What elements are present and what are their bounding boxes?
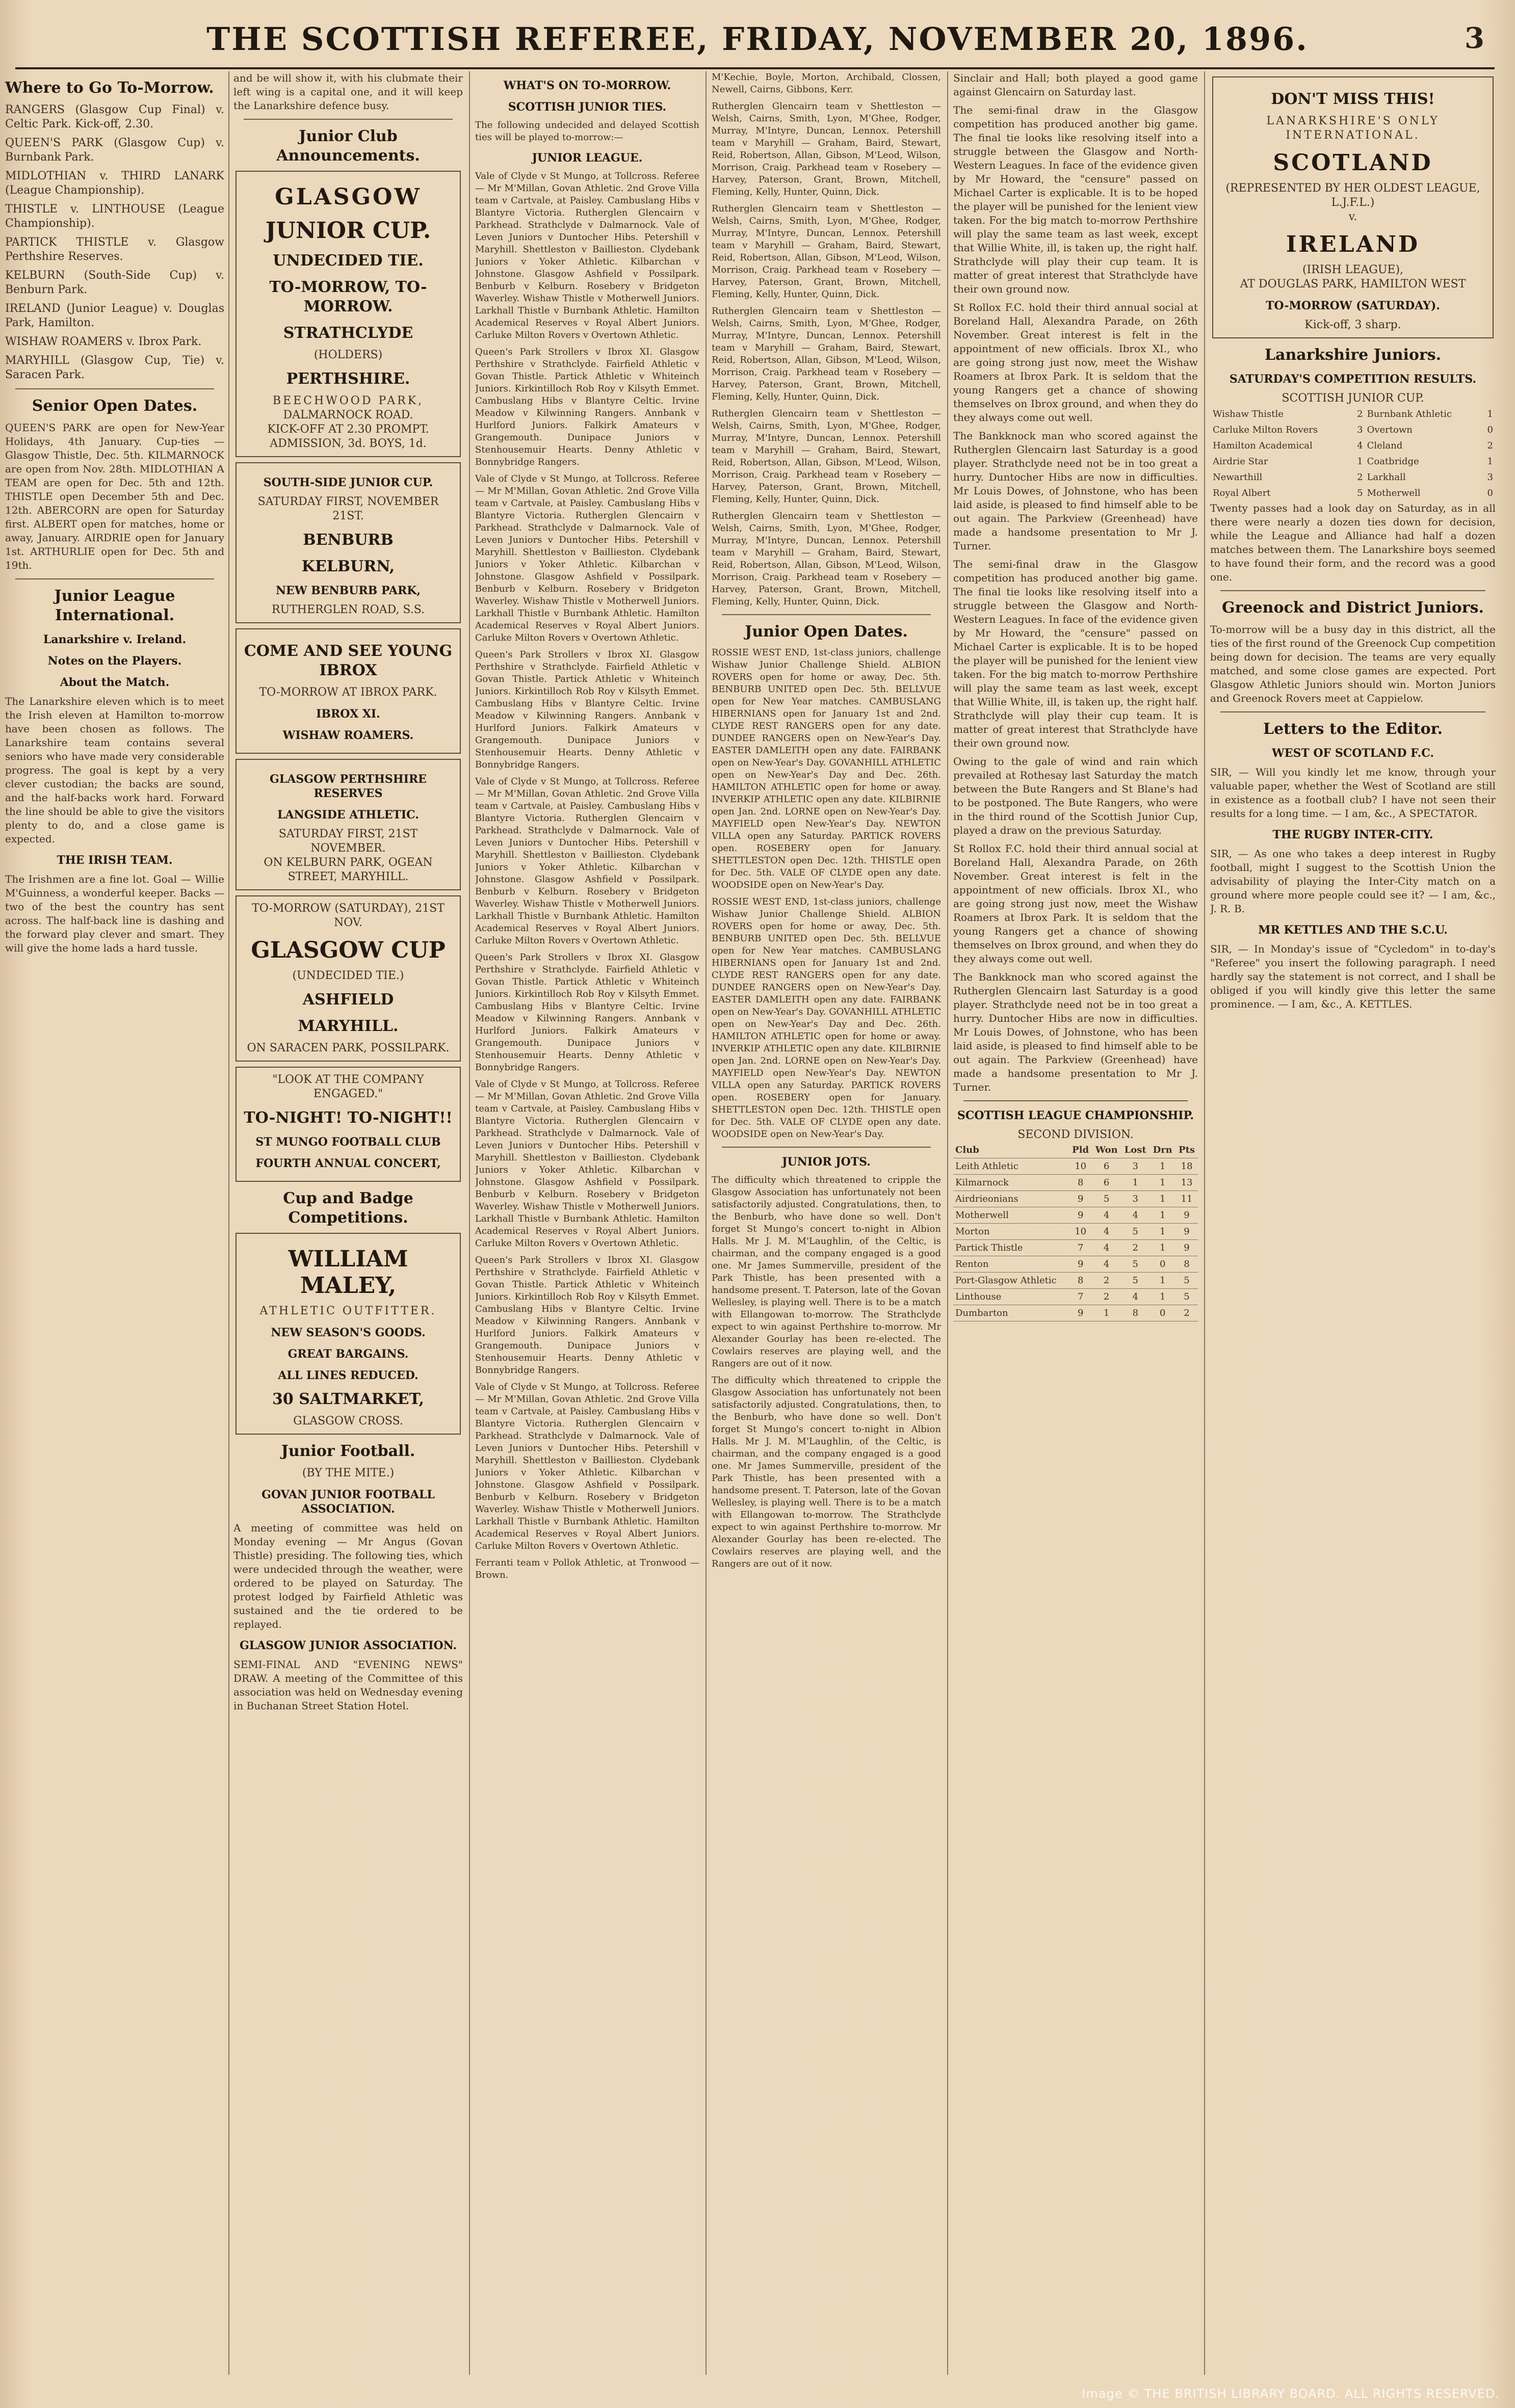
divider	[963, 1100, 1188, 1101]
article-text: Vale of Clyde v St Mungo, at Tollcross. Referee — Mr M'Millan, Govan Athletic. 2nd Grove Villa team v Cartvale, at Paisley. Cambuslang Hibs v Blantyre Victoria. Rutherglen Glencairn v Parkhead. Strathclyde v Dalmarnock. Vale of Leven Juniors v Duntocher Hibs. Petershill v Maryhill. Shettleston v Baillieston. Clydebank Juniors v Yoker Athletic. Kilbarchan v Johnstone. Glasgow Ashfield v Possilpark. Benburb v Kelburn. Rosebery v Bridgeton Waverley. Wishaw Thistle v Motherwell Juniors. Larkhall Thistle v Burnbank Athletic. Hamilton Academical Reserves v Royal Albert Juniors. Carluke Milton Rovers v Overtown Athletic.	[475, 473, 699, 643]
article-text: The Bankknock man who scored against the Rutherglen Glencairn last Saturday is a good player. Strathclyde need not be in too great a hurry. Duntocher Hibs are now in difficulties. Mr Louis Dowes, of Johnstone, who has been laid aside, is pleased to find himself able to be out again. The Parkview (Greenhead) have made a handsome presentation to Mr J. Turner.	[953, 971, 1198, 1093]
ad-line: FOURTH ANNUAL CONCERT,	[255, 1157, 441, 1170]
league-table-body	[953, 1158, 1198, 1321]
article-text: ROSSIE WEST END, 1st-class juniors, challenge Wishaw Junior Challenge Shield. ALBION ROVERS open for home or away, Dec. 5th. BENBURB UNITED open Dec. 5th. BELLVUE open for New Year matches. CAMBUSLANG HIBERNIANS open for January 1st and 2nd. CLYDE REST RANGERS open for any date. DUNDEE RANGERS open on New-Year's Day. EASTER DAMLEITH open any date. FAIRBANK open on New-Year's Day. GOVANHILL ATHLETIC open on New-Year's Day and Dec. 26th. HAMILTON ATHLETIC open for home or away. INVERKIP ATHLETIC open any date. KILBIRNIE open Jan. 2nd. LORNE open on New-Year's Day. MAYFIELD open New-Year's Day. NEWTON VILLA open any Saturday. PARTICK ROVERS open. ROSEBERY open for January. SHETTLESTON open Dec. 12th. THISTLE open for Dec. 5th. VALE OF CLYDE open any date. WOODSIDE open on New-Year's Day.	[712, 647, 941, 890]
ad-line: TO-MORROW AT IBROX PARK.	[259, 686, 437, 699]
ad-line: NEW SEASON'S GOODS.	[271, 1326, 426, 1339]
ad-line: IBROX XI.	[316, 707, 380, 721]
where-to-go-heading: Where to Go To-Morrow.	[5, 79, 214, 97]
result-row	[1211, 438, 1495, 453]
article-text: To-morrow will be a busy day in this district, all the ties of the first round of the Greenock Cup competition being down for decision. The teams are very equally matched, and some close games are expected. Port Glasgow Athletic Juniors should win. Morton Juniors and Greenock Rovers meet at Cappielow.	[1210, 623, 1496, 704]
column-rule	[706, 71, 707, 2375]
column-6	[1210, 71, 1496, 2375]
letter-subheading: THE RUGBY INTER-CITY.	[1272, 828, 1433, 841]
ad-line: BEECHWOOD PARK,	[272, 394, 424, 407]
letter-text: SIR, — Will you kindly let me know, through your valuable paper, whether the West of Scotland are still in existence as a football club? I have not seen their results for a long time. — I am, &c., A SPECTATOR.	[1210, 766, 1496, 819]
fixture-list	[5, 103, 224, 382]
article-text: St Rollox F.C. hold their third annual social at Boreland Hall, Alexandra Parade, on 26th November. Great interest is felt in the appointment of new officials. Ibrox XI., who are going strong just now, meet the Wishaw Roamers at Ibrox Park. It is seldom that the young Rangers get a chance of showing themselves on Ibrox ground, and when they do they always come out well.	[953, 842, 1198, 965]
column-5	[953, 71, 1198, 2375]
league-table-cell: 6	[1092, 1158, 1121, 1175]
article-text: The Bankknock man who scored against the Rutherglen Glencairn last Saturday is a good player. Strathclyde need not be in too great a hurry. Duntocher Hibs are now in difficulties. Mr Louis Dowes, of Johnstone, who has been laid aside, is pleased to find himself able to be out again. The Parkview (Greenhead) have made a handsome presentation to Mr J. Turner.	[953, 430, 1198, 552]
masthead-rule	[15, 67, 1495, 69]
article-text: Queen's Park Strollers v Ibrox XI. Glasgow Perthshire v Strathclyde. Fairfield Athletic v Govan Thistle. Partick Athletic v Whiteinch Juniors. Kirkintilloch Rob Roy v Kilsyth Emmet. Cambuslang Hibs v Blantyre Celtic. Irvine Meadow v Kilwinning Rangers. Annbank v Hurlford Juniors. Falkirk Amateurs v Grangemouth. Dunipace Juniors v Stenhousemuir Hearts. Denny Athletic v Bonnybridge Rangers.	[475, 649, 699, 770]
letters-heading: Letters to the Editor.	[1263, 720, 1443, 738]
article-text: The semi-final draw in the Glasgow competition has produced another big game. The final tie looks like resolving itself into a struggle between the Glasgow and North-Western Leagues. In face of the evidence given by Mr Howard, the "censure" passed on Michael Carter is explicable. It is to be hoped the player will be punished for the lenient view taken. For the big match to-morrow Perthshire will play the same team as last week, except that Willie White, ill, is taken up, the right half. Strathclyde will play their cup team. It is matter of great interest that Strathclyde have their own ground now.	[953, 104, 1198, 295]
league-table-cell: Renton	[953, 1256, 1069, 1273]
league-table-cell: 1	[1150, 1240, 1176, 1256]
ad-line: DON'T MISS THIS!	[1271, 90, 1435, 108]
masthead	[0, 20, 1515, 66]
league-table-cell: 2	[1121, 1240, 1150, 1256]
junior-open-dates-heading: Junior Open Dates.	[745, 623, 908, 641]
ad-line: ASHFIELD	[302, 991, 394, 1009]
league-table-cell: 3	[1121, 1158, 1150, 1175]
lanarkshire-juniors-heading: Lanarkshire Juniors.	[1264, 346, 1442, 364]
league-table-row	[953, 1158, 1198, 1175]
match-subheading: Lanarkshire v. Ireland.	[43, 633, 187, 646]
junior-ties-heading: SCOTTISH JUNIOR TIES.	[508, 100, 667, 114]
article-text: Rutherglen Glencairn team v Shettleston — Welsh, Cairns, Smith, Lyon, M'Ghee, Rodger, Murray, M'Intyre, Duncan, Lennox. Petershill team v Maryhill — Graham, Baird, Stewart, Reid, Robertson, Allan, Gibson, M'Leod, Wilson, Morrison, Craig. Parkhead team v Rosebery — Harvey, Paterson, Grant, Brown, Mitchell, Fleming, Kelly, Hunter, Quinn, Dick.	[712, 203, 941, 300]
result-row	[1211, 422, 1495, 437]
league-table-cell: 9	[1176, 1224, 1198, 1240]
league-table-cell: 6	[1092, 1175, 1121, 1191]
ad-line: COME AND SEE YOUNG IBROX	[244, 642, 453, 679]
govan-association-heading: GOVAN JUNIOR FOOTBALL ASSOCIATION.	[262, 1488, 435, 1516]
league-table-cell: 1	[1150, 1175, 1176, 1191]
league-table-cell: 1	[1150, 1273, 1176, 1289]
column-header: Won	[1092, 1142, 1121, 1158]
cup-subheading: SCOTTISH JUNIOR CUP.	[1282, 392, 1424, 405]
result-cell: 2	[1487, 440, 1493, 451]
league-table-cell: 2	[1176, 1305, 1198, 1321]
junior-league-international-heading: Junior League International.	[54, 587, 175, 624]
about-match-subheading: About the Match.	[60, 676, 170, 689]
league-table-cell: Morton	[953, 1224, 1069, 1240]
league-table-cell: 0	[1150, 1256, 1176, 1273]
ad-line: GLASGOW CUP	[251, 937, 446, 963]
divider	[1220, 711, 1485, 712]
league-table-row	[953, 1273, 1198, 1289]
article-text: The following undecided and delayed Scottish ties will be played to-morrow:—	[475, 120, 699, 143]
ad-line: TO-MORROW (SATURDAY), 21ST NOV.	[252, 902, 445, 929]
league-table-cell: 5	[1176, 1289, 1198, 1305]
advert-glasgow-junior-cup	[236, 171, 461, 457]
article-text: and be will show it, with his clubmate their left wing is a capital one, and it will keep the Lanarkshire defence busy.	[233, 72, 463, 112]
ad-line: TO-NIGHT! TO-NIGHT!!	[244, 1109, 453, 1127]
fixture-line: THISTLE v. LINTHOUSE (League Championship).	[5, 203, 224, 230]
ad-line: LANARKSHIRE'S ONLY INTERNATIONAL.	[1266, 115, 1440, 142]
league-table-row	[953, 1305, 1198, 1321]
league-table-cell: 13	[1176, 1175, 1198, 1191]
league-table-cell: Motherwell	[953, 1207, 1069, 1224]
article-text: Owing to the gale of wind and rain which prevailed at Rothesay last Saturday the match between the Bute Rangers and St Blane's had to be postponed. The Bute Rangers, who were in the third round of the Scottish Junior Cup, played a draw on the previous Saturday.	[953, 755, 1198, 836]
result-cell: Cleland	[1367, 440, 1403, 451]
league-table-cell: 11	[1176, 1191, 1198, 1207]
column-3	[475, 71, 699, 2375]
league-table-cell: 4	[1092, 1240, 1121, 1256]
ad-line: SATURDAY FIRST, NOVEMBER 21ST.	[257, 495, 439, 522]
divider	[15, 578, 214, 579]
results-subheading: SATURDAY'S COMPETITION RESULTS.	[1229, 373, 1477, 386]
league-table-cell: Kilmarnock	[953, 1175, 1069, 1191]
ad-line: DALMARNOCK ROAD.	[283, 409, 413, 421]
league-table-cell: 1	[1150, 1207, 1176, 1224]
ad-line: Kick-off, 3 sharp.	[1304, 319, 1401, 331]
article-text: Twenty passes had a look day on Saturday, as in all there were nearly a dozen ties down for decision, while the League and Alliance had half a dozen matches between them. The Lanarkshire boys seemed to have found their form, and the record was a good one.	[1210, 502, 1496, 583]
second-division-subheading: SECOND DIVISION.	[1017, 1128, 1134, 1141]
ad-line: NEW BENBURB PARK,	[275, 584, 421, 597]
league-table-cell: 1	[1150, 1191, 1176, 1207]
result-cell: 1	[1487, 409, 1493, 419]
newspaper-title: THE SCOTTISH REFEREE, FRIDAY, NOVEMBER 20, 1896.	[206, 20, 1309, 58]
result-cell: Larkhall	[1367, 472, 1406, 483]
ad-line: UNDECIDED TIE.	[273, 252, 424, 270]
article-text: Queen's Park Strollers v Ibrox XI. Glasgow Perthshire v Strathclyde. Fairfield Athletic v Govan Thistle. Partick Athletic v Whiteinch Juniors. Kirkintilloch Rob Roy v Kilsyth Emmet. Cambuslang Hibs v Blantyre Celtic. Irvine Meadow v Kilwinning Rangers. Annbank v Hurlford Juniors. Falkirk Amateurs v Grangemouth. Dunipace Juniors v Stenhousemuir Hearts. Denny Athletic v Bonnybridge Rangers.	[475, 952, 699, 1073]
league-table-cell: 1	[1121, 1175, 1150, 1191]
letter-subheading: MR KETTLES AND THE S.C.U.	[1258, 923, 1448, 937]
ad-line: BENBURB	[303, 531, 394, 549]
result-cell: Motherwell	[1367, 488, 1421, 498]
result-cell: 0	[1487, 488, 1493, 498]
ad-line: SATURDAY FIRST, 21ST NOVEMBER.	[278, 828, 418, 855]
article-text: ROSSIE WEST END, 1st-class juniors, challenge Wishaw Junior Challenge Shield. ALBION ROVERS open for home or away, Dec. 5th. BENBURB UNITED open Dec. 5th. BELLVUE open for New Year matches. CAMBUSLANG HIBERNIANS open for January 1st and 2nd. CLYDE REST RANGERS open for any date. DUNDEE RANGERS open on New-Year's Day. EASTER DAMLEITH open any date. FAIRBANK open on New-Year's Day. GOVANHILL ATHLETIC open on New-Year's Day and Dec. 26th. HAMILTON ATHLETIC open for home or away. INVERKIP ATHLETIC open any date. KILBIRNIE open Jan. 2nd. LORNE open on New-Year's Day. MAYFIELD open New-Year's Day. NEWTON VILLA open any Saturday. PARTICK ROVERS open. ROSEBERY open for January. SHETTLESTON open Dec. 12th. THISTLE open for Dec. 5th. VALE OF CLYDE open any date. WOODSIDE open on New-Year's Day.	[712, 896, 941, 1140]
divider	[722, 614, 931, 615]
result-row	[1211, 486, 1495, 500]
ad-line: PERTHSHIRE.	[286, 370, 410, 388]
league-table	[953, 1142, 1198, 1321]
league-table-row	[953, 1289, 1198, 1305]
result-cell: Burnbank Athletic	[1367, 409, 1452, 419]
article-text: St Rollox F.C. hold their third annual social at Boreland Hall, Alexandra Parade, on 26th November. Great interest is felt in the appointment of new officials. Ibrox XI., who are going strong just now, meet the Wishaw Roamers at Ibrox Park. It is seldom that the young Rangers get a chance of showing themselves on Ibrox ground, and when they do they always come out well.	[953, 301, 1198, 424]
ad-line: IRELAND	[1286, 231, 1420, 257]
league-table-cell: 9	[1176, 1240, 1198, 1256]
article-text: SEMI-FINAL AND "EVENING NEWS" DRAW. A meeting of the Committee of this association was held on Wednesday evening in Buchanan Street Station Hotel.	[233, 1658, 463, 1712]
league-table-cell: Linthouse	[953, 1289, 1069, 1305]
ad-line: ON KELBURN PARK, OGEAN STREET, MARYHILL.	[264, 856, 433, 883]
league-table-row	[953, 1191, 1198, 1207]
ad-line: KICK-OFF AT 2.30 PROMPT.	[267, 423, 429, 436]
league-table-cell: 4	[1092, 1224, 1121, 1240]
ad-line: ADMISSION, 3d. BOYS, 1d.	[270, 437, 427, 450]
league-table-cell: Airdrieonians	[953, 1191, 1069, 1207]
ad-line: WISHAW ROAMERS.	[282, 729, 414, 742]
column-header: Club	[953, 1142, 1069, 1158]
column-2	[233, 71, 463, 2375]
league-table-cell: 9	[1069, 1256, 1092, 1273]
glasgow-association-heading: GLASGOW JUNIOR ASSOCIATION.	[239, 1639, 457, 1652]
fixture-line: QUEEN'S PARK (Glasgow Cup) v. Burnbank Park.	[5, 137, 224, 164]
league-table-row	[953, 1175, 1198, 1191]
article-text: The semi-final draw in the Glasgow competition has produced another big game. The final tie looks like resolving itself into a struggle between the Glasgow and North-Western Leagues. In face of the evidence given by Mr Howard, the "censure" passed on Michael Carter is explicable. It is to be hoped the player will be punished for the lenient view taken. For the big match to-morrow Perthshire will play the same team as last week, except that Willie White, ill, is taken up, the right half. Strathclyde will play their cup team. It is matter of great interest that Strathclyde have their own ground now.	[953, 558, 1198, 749]
ad-line: RUTHERGLEN ROAD, S.S.	[272, 603, 425, 616]
advert-william-maley	[236, 1233, 461, 1435]
copyright-watermark: Image © THE BRITISH LIBRARY BOARD. ALL RIGHTS RESERVED.	[1082, 2387, 1500, 2401]
ad-line: (UNDECIDED TIE.)	[292, 969, 404, 982]
league-table-row	[953, 1224, 1198, 1240]
letter-subheading: WEST OF SCOTLAND F.C.	[1271, 747, 1434, 760]
fixture-line: KELBURN (South-Side Cup) v. Benburn Park.	[5, 269, 224, 296]
advert-glasgow-cup	[236, 895, 461, 1062]
result-cell: Overtown	[1367, 425, 1413, 435]
fixture-line: PARTICK THISTLE v. Glasgow Perthshire Reserves.	[5, 236, 224, 263]
article-text: Sinclair and Hall; both played a good game against Glencairn on Saturday last.	[953, 72, 1198, 98]
league-table-cell: 5	[1176, 1273, 1198, 1289]
article-text: Rutherglen Glencairn team v Shettleston — Welsh, Cairns, Smith, Lyon, M'Ghee, Rodger, Murray, M'Intyre, Duncan, Lennox. Petershill team v Maryhill — Graham, Baird, Stewart, Reid, Robertson, Allan, Gibson, M'Leod, Wilson, Morrison, Craig. Parkhead team v Rosebery — Harvey, Paterson, Grant, Brown, Mitchell, Fleming, Kelly, Hunter, Quinn, Dick.	[712, 306, 941, 402]
league-table-cell: 3	[1121, 1191, 1150, 1207]
league-championship-heading: SCOTTISH LEAGUE CHAMPIONSHIP.	[957, 1109, 1194, 1122]
ad-line: KELBURN,	[301, 558, 395, 575]
article-text: Ferranti team v Pollok Athletic, at Tronwood — Brown.	[475, 1557, 699, 1580]
league-table-cell: 5	[1121, 1273, 1150, 1289]
article-text: Vale of Clyde v St Mungo, at Tollcross. Referee — Mr M'Millan, Govan Athletic. 2nd Grove Villa team v Cartvale, at Paisley. Cambuslang Hibs v Blantyre Victoria. Rutherglen Glencairn v Parkhead. Strathclyde v Dalmarnock. Vale of Leven Juniors v Duntocher Hibs. Petershill v Maryhill. Shettleston v Baillieston. Clydebank Juniors v Yoker Athletic. Kilbarchan v Johnstone. Glasgow Ashfield v Possilpark. Benburb v Kelburn. Rosebery v Bridgeton Waverley. Wishaw Thistle v Motherwell Juniors. Larkhall Thistle v Burnbank Athletic. Hamilton Academical Reserves v Royal Albert Juniors. Carluke Milton Rovers v Overtown Athletic.	[475, 776, 699, 946]
result-cell: Royal Albert	[1213, 488, 1271, 498]
league-table-cell: 4	[1092, 1256, 1121, 1273]
advert-perthshire-reserves	[236, 759, 461, 890]
article-text: QUEEN'S PARK are open for New-Year Holidays, 4th January. Cup-ties — Glasgow Thistle, Dec. 5th. KILMARNOCK are open from Nov. 28th. MIDLOTHIAN A TEAM are open for Dec. 5th and 12th. THISTLE open December 5th and Dec. 12th. ABERCORN are open for Saturday first. ALBERT open for matches, home or away, January. AIRDRIE open for January 1st. ARTHURLIE open for Dec. 5th and 19th.	[5, 421, 224, 571]
ad-line: JUNIOR CUP.	[265, 218, 431, 244]
league-table-cell: 8	[1069, 1175, 1092, 1191]
column-rule	[469, 71, 470, 2375]
league-table-cell: 1	[1150, 1224, 1176, 1240]
junior-league-heading: JUNIOR LEAGUE.	[532, 151, 643, 165]
ad-line: SOUTH-SIDE JUNIOR CUP.	[263, 476, 433, 489]
ad-line: ON SARACEN PARK, POSSILPARK.	[247, 1042, 450, 1054]
ad-line: ATHLETIC OUTFITTER.	[259, 1305, 437, 1317]
league-table-cell: Partick Thistle	[953, 1240, 1069, 1256]
fixture-line: MARYHILL (Glasgow Cup, Tie) v. Saracen Park.	[5, 354, 224, 381]
article-text: Vale of Clyde v St Mungo, at Tollcross. Referee — Mr M'Millan, Govan Athletic. 2nd Grove Villa team v Cartvale, at Paisley. Cambuslang Hibs v Blantyre Victoria. Rutherglen Glencairn v Parkhead. Strathclyde v Dalmarnock. Vale of Leven Juniors v Duntocher Hibs. Petershill v Maryhill. Shettleston v Baillieston. Clydebank Juniors v Yoker Athletic. Kilbarchan v Johnstone. Glasgow Ashfield v Possilpark. Benburb v Kelburn. Rosebery v Bridgeton Waverley. Wishaw Thistle v Motherwell Juniors. Larkhall Thistle v Burnbank Athletic. Hamilton Academical Reserves v Royal Albert Juniors. Carluke Milton Rovers v Overtown Athletic.	[475, 171, 699, 340]
ad-line: GLASGOW	[275, 184, 422, 210]
ad-line: ALL LINES REDUCED.	[278, 1369, 419, 1382]
ad-line: 30 SALTMARKET,	[272, 1390, 424, 1408]
cup-badge-heading: Cup and Badge Competitions.	[283, 1189, 413, 1227]
result-cell: 1	[1357, 456, 1363, 467]
league-table-row	[953, 1256, 1198, 1273]
ad-line: ST MUNGO FOOTBALL CLUB	[255, 1135, 441, 1149]
article-text: Rutherglen Glencairn team v Shettleston — Welsh, Cairns, Smith, Lyon, M'Ghee, Rodger, Murray, M'Intyre, Duncan, Lennox. Petershill team v Maryhill — Graham, Baird, Stewart, Reid, Robertson, Allan, Gibson, M'Leod, Wilson, Morrison, Craig. Parkhead team v Rosebery — Harvey, Paterson, Grant, Brown, Mitchell, Fleming, Kelly, Hunter, Quinn, Dick.	[712, 101, 941, 197]
ad-line: "LOOK AT THE COMPANY ENGAGED."	[272, 1073, 424, 1100]
divider	[1220, 590, 1485, 591]
article-text: Vale of Clyde v St Mungo, at Tollcross. Referee — Mr M'Millan, Govan Athletic. 2nd Grove Villa team v Cartvale, at Paisley. Cambuslang Hibs v Blantyre Victoria. Rutherglen Glencairn v Parkhead. Strathclyde v Dalmarnock. Vale of Leven Juniors v Duntocher Hibs. Petershill v Maryhill. Shettleston v Baillieston. Clydebank Juniors v Yoker Athletic. Kilbarchan v Johnstone. Glasgow Ashfield v Possilpark. Benburb v Kelburn. Rosebery v Bridgeton Waverley. Wishaw Thistle v Motherwell Juniors. Larkhall Thistle v Burnbank Athletic. Hamilton Academical Reserves v Royal Albert Juniors. Carluke Milton Rovers v Overtown Athletic.	[475, 1079, 699, 1249]
fixture-line: MIDLOTHIAN v. THIRD LANARK (League Championship).	[5, 170, 224, 197]
advert-st-mungo-concert	[236, 1067, 461, 1182]
ad-line: STRATHCLYDE	[283, 324, 413, 342]
league-table-cell: 1	[1092, 1305, 1121, 1321]
ad-line: GLASGOW PERTHSHIRE RESERVES	[270, 773, 427, 800]
notes-subheading: Notes on the Players.	[47, 654, 182, 668]
advert-ibrox	[236, 628, 461, 754]
article-text: Vale of Clyde v St Mungo, at Tollcross. Referee — Mr M'Millan, Govan Athletic. 2nd Grove Villa team v Cartvale, at Paisley. Cambuslang Hibs v Blantyre Victoria. Rutherglen Glencairn v Parkhead. Strathclyde v Dalmarnock. Vale of Leven Juniors v Duntocher Hibs. Petershill v Maryhill. Shettleston v Baillieston. Clydebank Juniors v Yoker Athletic. Kilbarchan v Johnstone. Glasgow Ashfield v Possilpark. Benburb v Kelburn. Rosebery v Bridgeton Waverley. Wishaw Thistle v Motherwell Juniors. Larkhall Thistle v Burnbank Athletic. Hamilton Academical Reserves v Royal Albert Juniors. Carluke Milton Rovers v Overtown Athletic.	[475, 1382, 699, 1551]
column-1	[0, 71, 224, 2375]
divider	[244, 119, 453, 120]
ad-line: SCOTLAND	[1273, 150, 1433, 176]
result-cell: 4	[1357, 440, 1363, 451]
league-table-cell: 7	[1069, 1289, 1092, 1305]
result-row	[1211, 454, 1495, 469]
byline: (BY THE MITE.)	[302, 1467, 395, 1479]
ad-line: TO-MORROW (SATURDAY).	[1266, 299, 1440, 312]
league-table-cell: Leith Athletic	[953, 1158, 1069, 1175]
result-cell: Newarthill	[1213, 472, 1263, 483]
league-table-cell: 5	[1092, 1191, 1121, 1207]
league-table-cell: 5	[1121, 1224, 1150, 1240]
result-cell: 1	[1487, 456, 1493, 467]
junior-football-heading: Junior Football.	[281, 1442, 415, 1460]
article-text: The Lanarkshire eleven which is to meet the Irish eleven at Hamilton to-morrow have been chosen as follows. The Lanarkshire team contains several seniors who have made very considerable progress. The goal is kept by a very clever custodian; the backs are sound, and the half-backs work hard. Forward the line should be able to give the visitors plenty to do, and a close game is expected.	[5, 695, 224, 845]
article-text: The difficulty which threatened to cripple the Glasgow Association has unfortunately not been satisfactorily adjusted. Congratulations, then, to the Benburb, who have done so well. Don't forget St Mungo's concert to-night in Albion Halls. Mr J. M. M'Laughlin, of the Celtic, is chairman, and the company engaged is a good one. Mr James Summerville, president of the Park Thistle, has been presented with a handsome present. T. Paterson, late of the Govan Wellesley, is playing well. There is to be a match with Ellangowan to-morrow. The Strathclyde expect to win against Perthshire to-morrow. Mr Alexander Gourlay has been re-elected. The Cowlairs reserves are playing well, and the Rangers are out of it now.	[712, 1375, 941, 1569]
league-table-cell: 10	[1069, 1224, 1092, 1240]
result-cell: 2	[1357, 472, 1363, 483]
column-header: Lost	[1121, 1142, 1150, 1158]
ad-line: AT DOUGLAS PARK, HAMILTON WEST	[1240, 278, 1466, 290]
result-row	[1211, 407, 1495, 421]
ad-line: WILLIAM MALEY,	[288, 1246, 408, 1299]
result-cell: 0	[1487, 425, 1493, 435]
league-table-cell: 9	[1069, 1305, 1092, 1321]
result-cell: Wishaw Thistle	[1213, 409, 1284, 419]
greenock-juniors-heading: Greenock and District Juniors.	[1222, 599, 1484, 617]
column-rule	[228, 71, 229, 2375]
league-table-cell: 0	[1150, 1305, 1176, 1321]
senior-open-dates-heading: Senior Open Dates.	[32, 397, 198, 415]
league-table-cell: 4	[1121, 1289, 1150, 1305]
page-number: 3	[1465, 21, 1484, 55]
league-table-cell: 5	[1121, 1256, 1150, 1273]
result-cell: Hamilton Academical	[1213, 440, 1313, 451]
divider	[15, 388, 214, 389]
article-text: Rutherglen Glencairn team v Shettleston — Welsh, Cairns, Smith, Lyon, M'Ghee, Rodger, Murray, M'Intyre, Duncan, Lennox. Petershill team v Maryhill — Graham, Baird, Stewart, Reid, Robertson, Allan, Gibson, M'Leod, Wilson, Morrison, Craig. Parkhead team v Rosebery — Harvey, Paterson, Grant, Brown, Mitchell, Fleming, Kelly, Hunter, Quinn, Dick.	[712, 511, 941, 607]
league-table-cell: 8	[1121, 1305, 1150, 1321]
ad-line: TO-MORROW, TO-MORROW.	[269, 278, 427, 315]
ad-line: LANGSIDE ATHLETIC.	[277, 808, 419, 822]
irish-team-subheading: THE IRISH TEAM.	[57, 854, 173, 867]
league-table-cell: 2	[1092, 1273, 1121, 1289]
league-table-cell: 9	[1069, 1207, 1092, 1224]
ad-line: v.	[1348, 210, 1357, 223]
league-table-cell: 7	[1069, 1240, 1092, 1256]
article-text: The difficulty which threatened to cripple the Glasgow Association has unfortunately not been satisfactorily adjusted. Congratulations, then, to the Benburb, who have done so well. Don't forget St Mungo's concert to-night in Albion Halls. Mr J. M. M'Laughlin, of the Celtic, is chairman, and the company engaged is a good one. Mr James Summerville, president of the Park Thistle, has been presented with a handsome present. T. Paterson, late of the Govan Wellesley, is playing well. There is to be a match with Ellangowan to-morrow. The Strathclyde expect to win against Perthshire to-morrow. Mr Alexander Gourlay has been re-elected. The Cowlairs reserves are playing well, and the Rangers are out of it now.	[712, 1175, 941, 1369]
column-rule	[1204, 71, 1205, 2375]
result-cell: 5	[1357, 488, 1363, 498]
column-rule	[947, 71, 948, 2375]
letter-text: SIR, — In Monday's issue of "Cycledom" in to-day's "Referee" you insert the following paragraph. I need hardly say the statement is not correct, and I shall be obliged if you will kindly give this letter the same prominence. — I am, &c., A. KETTLES.	[1210, 943, 1496, 1010]
ad-line: (REPRESENTED BY HER OLDEST LEAGUE, L.J.F.L.)	[1225, 182, 1480, 209]
fixture-line: RANGERS (Glasgow Cup Final) v. Celtic Park. Kick-off, 2.30.	[5, 103, 224, 130]
league-table-cell: 8	[1069, 1273, 1092, 1289]
junior-club-announcements-heading: Junior Club Announcements.	[276, 127, 420, 165]
result-cell: Coatbridge	[1367, 456, 1419, 467]
league-table-cell: Dumbarton	[953, 1305, 1069, 1321]
ad-line: (HOLDERS)	[314, 349, 383, 361]
league-table-row	[953, 1240, 1198, 1256]
league-table-cell: Port-Glasgow Athletic	[953, 1273, 1069, 1289]
column-header: Drn	[1150, 1142, 1176, 1158]
whats-on-heading: WHAT'S ON TO-MORROW.	[503, 79, 671, 92]
league-table-cell: 2	[1092, 1289, 1121, 1305]
column-4	[712, 71, 941, 2375]
result-cell: Carluke Milton Rovers	[1213, 425, 1318, 435]
result-row	[1211, 470, 1495, 485]
article-text: The Irishmen are a fine lot. Goal — Willie M'Guinness, a wonderful keeper. Backs — two of the best the country has sent across. The half-back line is dashing and the forward play clever and smart. They will give the home lads a hard tussle.	[5, 873, 224, 954]
column-header: Pts	[1176, 1142, 1198, 1158]
league-table-cell: 8	[1176, 1256, 1198, 1273]
article-text: Queen's Park Strollers v Ibrox XI. Glasgow Perthshire v Strathclyde. Fairfield Athletic v Govan Thistle. Partick Athletic v Whiteinch Juniors. Kirkintilloch Rob Roy v Kilsyth Emmet. Cambuslang Hibs v Blantyre Celtic. Irvine Meadow v Kilwinning Rangers. Annbank v Hurlford Juniors. Falkirk Amateurs v Grangemouth. Dunipace Juniors v Stenhousemuir Hearts. Denny Athletic v Bonnybridge Rangers.	[475, 347, 699, 467]
result-cell: 3	[1357, 425, 1363, 435]
result-cell: Airdrie Star	[1213, 456, 1268, 467]
result-cell: 2	[1357, 409, 1363, 419]
ad-line: GLASGOW CROSS.	[293, 1415, 403, 1427]
article-text: Queen's Park Strollers v Ibrox XI. Glasgow Perthshire v Strathclyde. Fairfield Athletic v Govan Thistle. Partick Athletic v Whiteinch Juniors. Kirkintilloch Rob Roy v Kilsyth Emmet. Cambuslang Hibs v Blantyre Celtic. Irvine Meadow v Kilwinning Rangers. Annbank v Hurlford Juniors. Falkirk Amateurs v Grangemouth. Dunipace Juniors v Stenhousemuir Hearts. Denny Athletic v Bonnybridge Rangers.	[475, 1255, 699, 1375]
league-table-cell: 10	[1069, 1158, 1092, 1175]
ad-line: (IRISH LEAGUE),	[1302, 263, 1404, 276]
article-text: M'Kechie, Boyle, Morton, Archibald, Clossen, Newell, Cairns, Gibbons, Kerr.	[712, 72, 941, 95]
column-header: Pld	[1069, 1142, 1092, 1158]
results-table-body	[1211, 407, 1495, 500]
article-text: Rutherglen Glencairn team v Shettleston — Welsh, Cairns, Smith, Lyon, M'Ghee, Rodger, Murray, M'Intyre, Duncan, Lennox. Petershill team v Maryhill — Graham, Baird, Stewart, Reid, Robertson, Allan, Gibson, M'Leod, Wilson, Morrison, Craig. Parkhead team v Rosebery — Harvey, Paterson, Grant, Brown, Mitchell, Fleming, Kelly, Hunter, Quinn, Dick.	[712, 408, 941, 505]
fixture-line: IRELAND (Junior League) v. Douglas Park, Hamilton.	[5, 302, 224, 329]
league-table-cell: 9	[1176, 1207, 1198, 1224]
letter-text: SIR, — As one who takes a deep interest in Rugby football, might I suggest to the Scottish Union the advisability of playing the Inter-City match on a ground where more people could see it? — I am, &c., J. R. B.	[1210, 848, 1496, 915]
advert-south-side-cup	[236, 462, 461, 623]
result-cell: 3	[1487, 472, 1493, 483]
league-table-cell: 9	[1069, 1191, 1092, 1207]
advert-international	[1212, 76, 1494, 338]
league-table-row	[953, 1207, 1198, 1224]
ad-line: GREAT BARGAINS.	[288, 1347, 409, 1361]
divider	[722, 1147, 931, 1148]
league-table-cell: 4	[1121, 1207, 1150, 1224]
article-text: A meeting of committee was held on Monday evening — Mr Angus (Govan Thistle) presiding. The following ties, which were undecided through the weather, were ordered to be played on Saturday. The protest lodged by Fairfield Athletic was sustained and the tie ordered to be replayed.	[233, 1522, 463, 1630]
league-table-cell: 1	[1150, 1158, 1176, 1175]
league-table-header	[953, 1142, 1198, 1158]
ad-line: MARYHILL.	[298, 1017, 399, 1035]
junior-jots-heading: JUNIOR JOTS.	[782, 1155, 871, 1169]
league-table-cell: 4	[1092, 1207, 1121, 1224]
league-table-cell: 1	[1150, 1289, 1176, 1305]
league-table-cell: 18	[1176, 1158, 1198, 1175]
results-table	[1210, 406, 1496, 501]
fixture-line: WISHAW ROAMERS v. Ibrox Park.	[5, 335, 202, 348]
